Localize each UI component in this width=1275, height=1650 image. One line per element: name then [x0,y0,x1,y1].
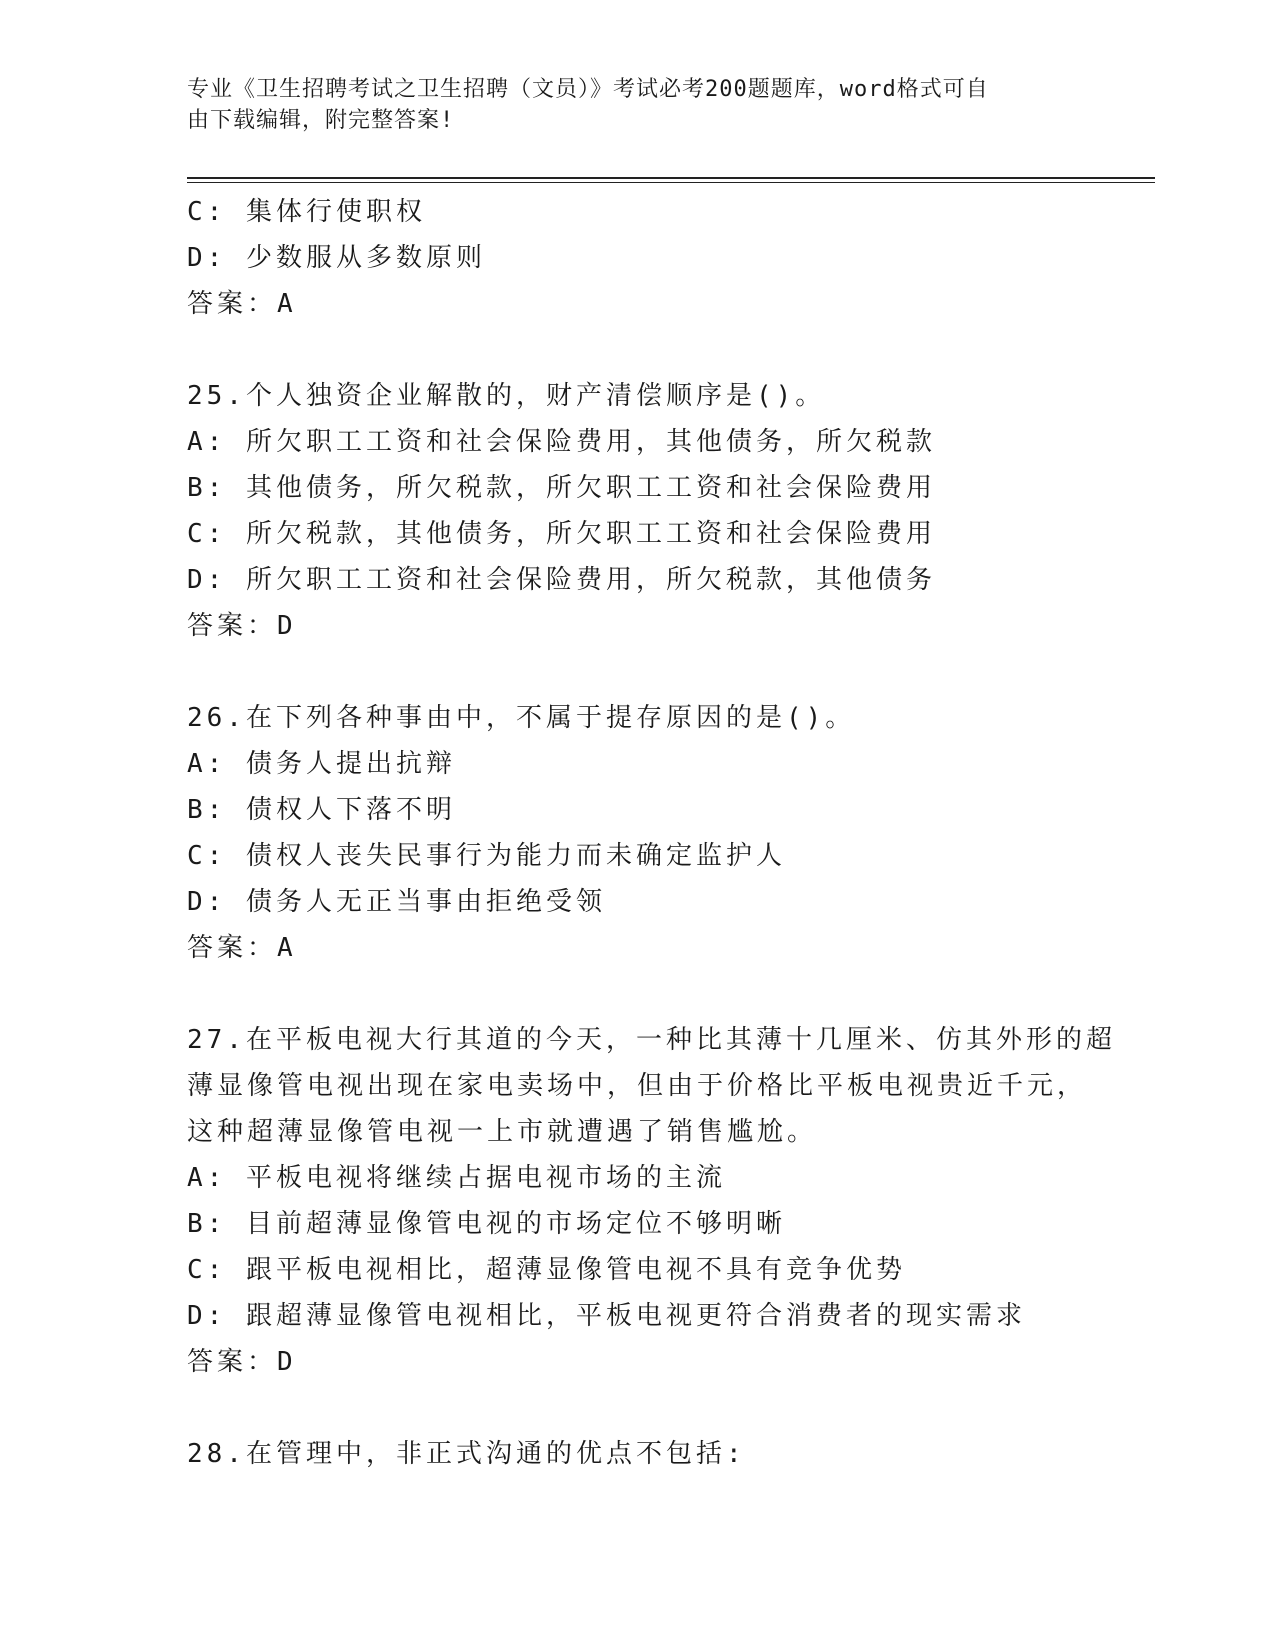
question-stem-line-1: 27.在平板电视大行其道的今天，一种比其薄十几厘米、仿其外形的超 [187,1025,1116,1055]
answer-line: 答案：D [187,611,297,641]
spacer [187,649,1107,695]
option-c: C: 跟平板电视相比，超薄显像管电视不具有竞争优势 [187,1255,906,1285]
option-a: A: 所欠职工工资和社会保险费用，其他债务，所欠税款 [187,427,936,457]
question-27 [187,1017,1116,1385]
question-25 [187,373,1107,649]
option-b: B: 目前超薄显像管电视的市场定位不够明晰 [187,1209,786,1239]
option-b: B: 债权人下落不明 [187,795,456,825]
header-line-2: 由下载编辑，附完整答案! [187,108,455,133]
option-d: D: 债务人无正当事由拒绝受领 [187,887,606,917]
spacer [187,971,1107,1017]
question-stem: 28.在管理中，非正式沟通的优点不包括: [187,1439,746,1469]
question-28 [187,1431,1107,1477]
question-26 [187,695,1107,971]
header-line-1: 专业《卫生招聘考试之卫生招聘（文员）》考试必考200题题库，word格式可自 [187,77,989,102]
option-d: D: 跟超薄显像管电视相比，平板电视更符合消费者的现实需求 [187,1301,1026,1331]
question-stem-line-2: 薄显像管电视出现在家电卖场中，但由于价格比平板电视贵近千元， [187,1071,1088,1101]
option-c: C: 债权人丧失民事行为能力而未确定监护人 [187,841,786,871]
question-stem-line-3: 这种超薄显像管电视一上市就遭遇了销售尴尬。 [187,1117,818,1147]
question-fragment [187,189,1107,327]
header-divider-thick [187,177,1155,179]
question-list [187,189,1116,1477]
option-a: A: 平板电视将继续占据电视市场的主流 [187,1163,726,1193]
document-header [187,74,1087,136]
answer-line: 答案：A [187,289,297,319]
option-a: A: 债务人提出抗辩 [187,749,456,779]
spacer [187,327,1107,373]
option-c: C: 集体行使职权 [187,197,426,227]
question-stem: 25.个人独资企业解散的，财产清偿顺序是()。 [187,381,826,411]
option-b: B: 其他债务，所欠税款，所欠职工工资和社会保险费用 [187,473,936,503]
spacer [187,1385,1107,1431]
answer-line: 答案：D [187,1347,297,1377]
header-divider-thin [187,182,1155,183]
option-c: C: 所欠税款，其他债务，所欠职工工资和社会保险费用 [187,519,936,549]
option-d: D: 少数服从多数原则 [187,243,486,273]
option-d: D: 所欠职工工资和社会保险费用，所欠税款，其他债务 [187,565,936,595]
question-stem: 26.在下列各种事由中，不属于提存原因的是()。 [187,703,856,733]
answer-line: 答案：A [187,933,297,963]
